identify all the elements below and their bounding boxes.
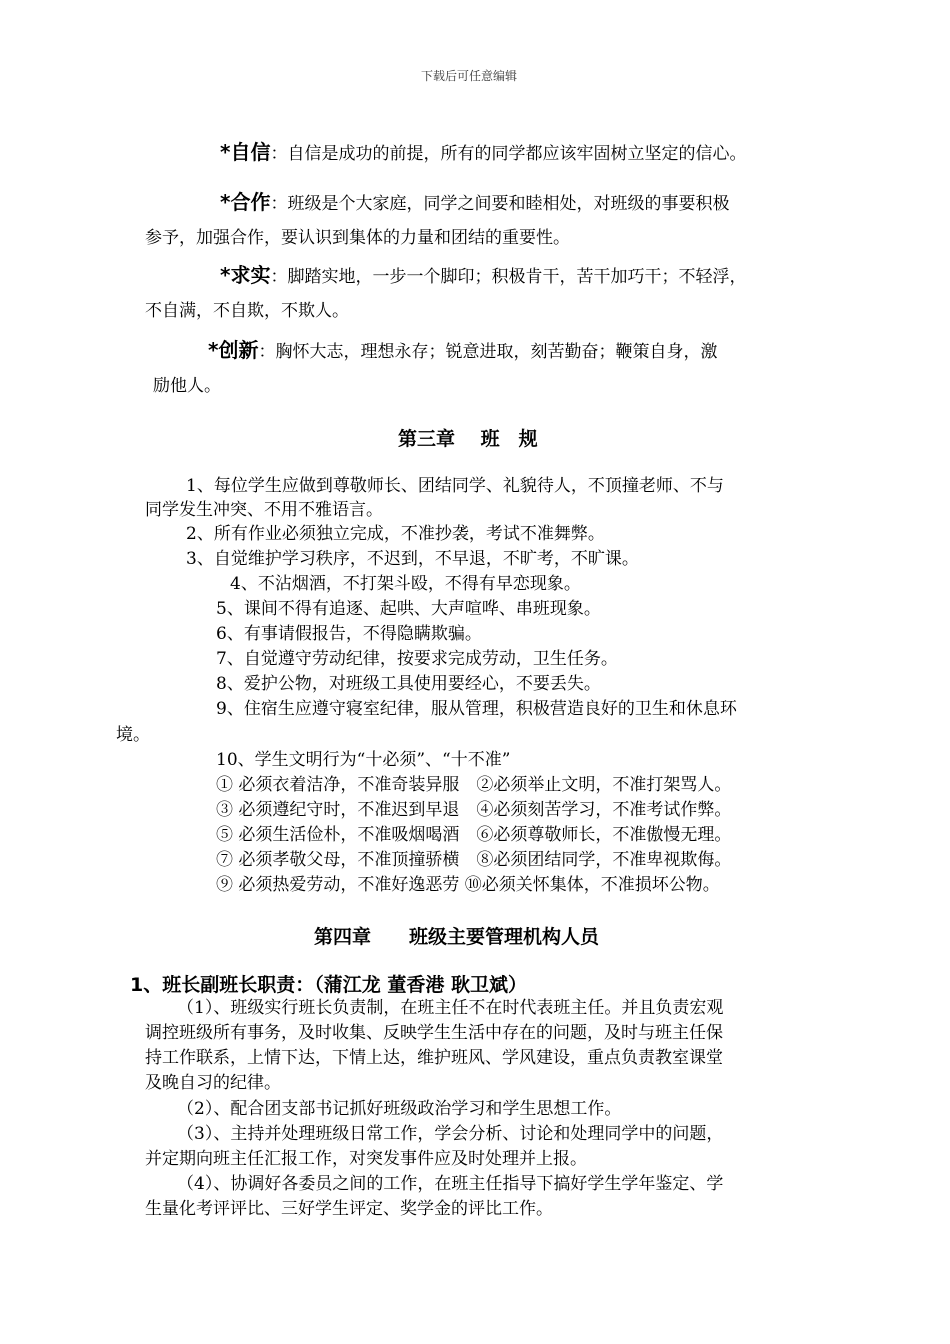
duty-line: （2）、配合团支部书记抓好班级政治学习和学生思想工作。 xyxy=(177,1099,622,1119)
duty-line: 持工作联系，上情下达，下情上达，维护班风、学风建设，重点负责教室课堂 xyxy=(145,1048,723,1068)
value-practical-cont: 不自满，不自欺，不欺人。 xyxy=(145,301,349,321)
value-text: 脚踏实地，一步一个脚印；积极肯干，苦干加巧干；不轻浮， xyxy=(287,267,747,287)
value-confidence xyxy=(220,140,746,166)
rule-line: 7、自觉遵守劳动纪律，按要求完成劳动，卫生任务。 xyxy=(216,649,618,669)
rule-line: 6、有事请假报告，不得隐瞒欺骗。 xyxy=(216,624,482,644)
value-separator: ： xyxy=(270,144,288,164)
value-text: 班级是个大家庭，同学之间要和睦相处，对班级的事要积极 xyxy=(287,194,730,214)
value-separator: ： xyxy=(270,194,288,214)
rule-line: 3、自觉维护学习秩序，不迟到，不早退，不旷考，不旷课。 xyxy=(186,549,639,569)
chapter4-title: 第四章 班级主要管理机构人员 xyxy=(314,926,600,948)
value-key: *创新 xyxy=(208,338,259,362)
duty-line: （1）、班级实行班长负责制，在班主任不在时代表班主任。并且负责宏观 xyxy=(177,998,724,1018)
duty-line: 调控班级所有事务，及时收集、反映学生生活中存在的问题，及时与班主任保 xyxy=(145,1023,723,1043)
rule-line: 5、课间不得有追逐、起哄、大声喧哗、串班现象。 xyxy=(216,599,601,619)
value-cooperation-cont: 参予，加强合作，要认识到集体的力量和团结的重要性。 xyxy=(145,228,570,248)
duty-line: （4）、协调好各委员之间的工作，在班主任指导下搞好学生学年鉴定、学 xyxy=(177,1174,724,1194)
value-practical xyxy=(220,263,746,289)
value-innovation xyxy=(208,338,717,364)
duty-line: 并定期向班主任汇报工作，对突发事件应及时处理并上报。 xyxy=(145,1149,587,1169)
rule-line: ③ 必须遵纪守时，不准迟到早退 ④必须刻苦学习，不准考试作弊。 xyxy=(216,800,732,820)
rule-line: 10、学生文明行为“十必须”、“十不准” xyxy=(216,750,511,770)
rule-line: ⑦ 必须孝敬父母，不准顶撞骄横 ⑧必须团结同学，不准卑视欺侮。 xyxy=(216,850,732,870)
duty-line: （3）、主持并处理班级日常工作，学会分析、讨论和处理同学中的问题， xyxy=(177,1124,724,1144)
duty-line: 及晚自习的纪律。 xyxy=(145,1073,281,1093)
duty-line: 生量化考评评比、三好学生评定、奖学金的评比工作。 xyxy=(145,1199,553,1219)
rule-line: 4、不沾烟酒，不打架斗殴，不得有早恋现象。 xyxy=(230,574,581,594)
rule-line: 8、爱护公物，对班级工具使用要经心，不要丢失。 xyxy=(216,674,601,694)
page-header-note: 下载后可任意编辑 xyxy=(421,69,518,83)
value-key: *求实 xyxy=(220,263,271,287)
value-text: 自信是成功的前提，所有的同学都应该牢固树立坚定的信心。 xyxy=(287,144,747,164)
value-separator: ： xyxy=(258,342,276,362)
value-key: *合作 xyxy=(220,190,271,214)
value-key: *自信 xyxy=(220,140,271,164)
rule-line: ⑤ 必须生活俭朴，不准吸烟喝酒 ⑥必须尊敬师长，不准傲慢无理。 xyxy=(216,825,732,845)
rule-line: 9、住宿生应遵守寝室纪律，服从管理，积极营造良好的卫生和休息环 xyxy=(216,699,737,719)
rule-line: ① 必须衣着洁净，不准奇装异服 ②必须举止文明，不准打架骂人。 xyxy=(216,775,732,795)
value-separator: ： xyxy=(270,267,288,287)
value-text: 胸怀大志，理想永存；锐意进取，刻苦勤奋；鞭策自身，激 xyxy=(275,342,718,362)
section1-title: 1、班长副班长职责：（蒲江龙 董香港 耿卫斌） xyxy=(130,974,527,996)
rule-line: 1、每位学生应做到尊敬师长、团结同学、礼貌待人，不顶撞老师、不与 xyxy=(186,476,724,496)
rule-line: 2、所有作业必须独立完成，不准抄袭，考试不准舞弊。 xyxy=(186,524,605,544)
rule-line: 同学发生冲突、不用不雅语言。 xyxy=(145,500,383,520)
value-innovation-cont: 励他人。 xyxy=(153,376,221,396)
value-cooperation xyxy=(220,190,729,216)
rule-line: 境。 xyxy=(116,725,150,745)
rule-line: ⑨ 必须热爱劳动，不准好逸恶劳 ⑩必须关怀集体，不准损坏公物。 xyxy=(216,875,720,895)
chapter3-title: 第三章 班 规 xyxy=(398,428,538,450)
